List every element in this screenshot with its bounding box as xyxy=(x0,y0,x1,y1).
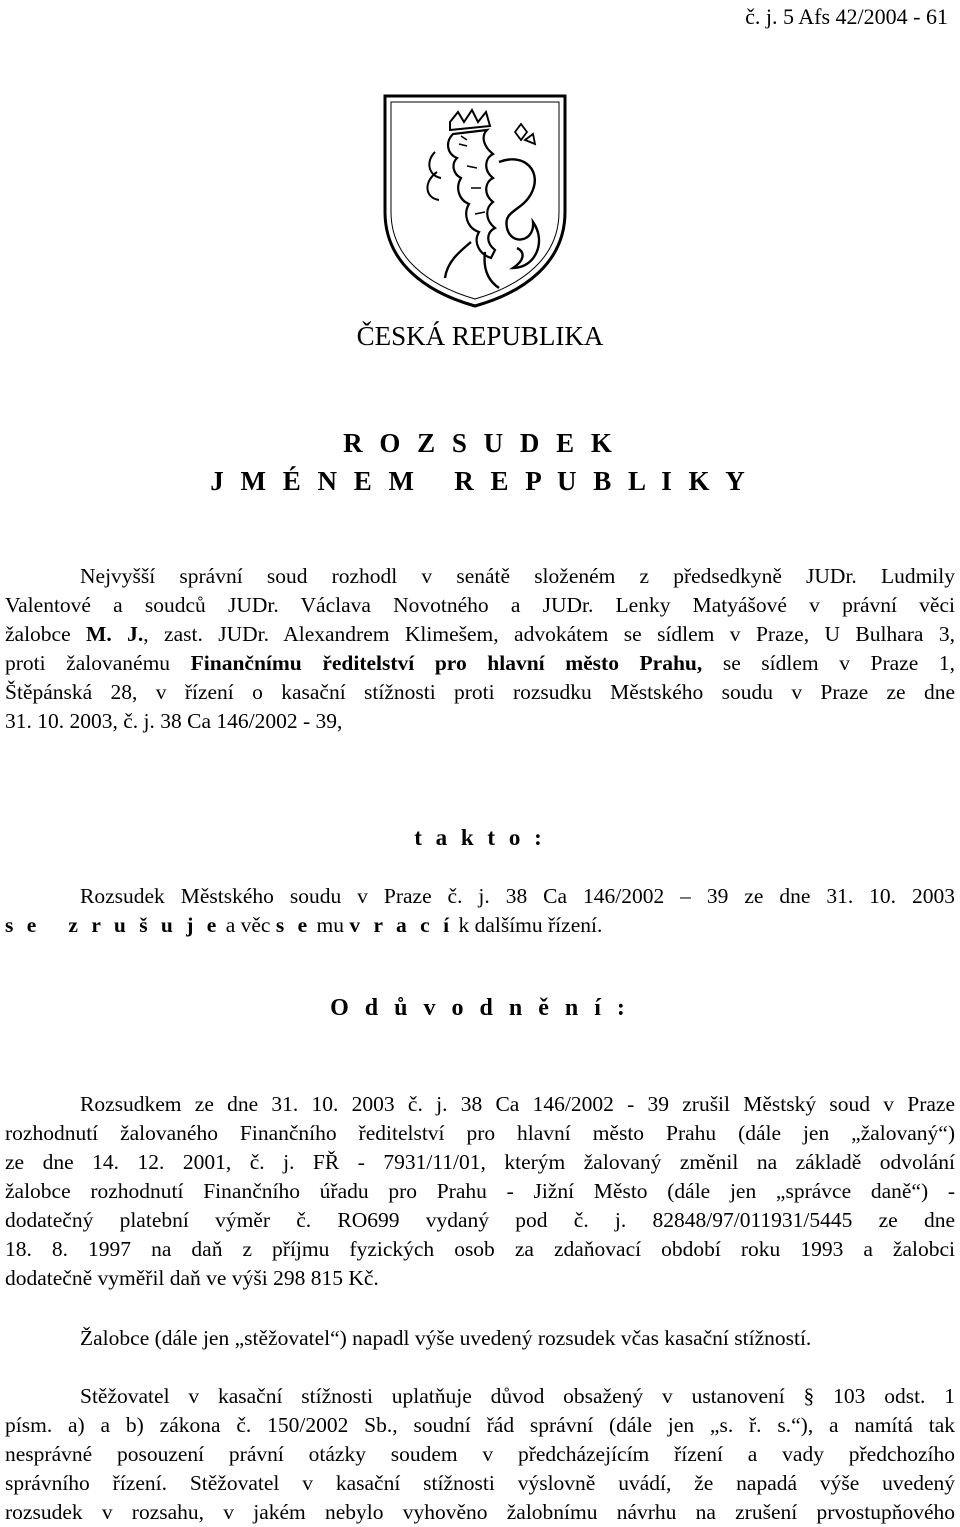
intro-line: Valentové a soudců JUDr. Václava Novotného a JUDr. Lenky Matyášové v právní věci xyxy=(5,593,955,617)
reasoning-paragraph-2 xyxy=(5,1324,955,1353)
takto-heading: t a k t o : xyxy=(414,825,546,850)
verdict-subtitle-text: J M É N E M R E P U B L I K Y xyxy=(210,466,750,496)
decision-text: a věc xyxy=(220,913,276,937)
reasoning-line: písm. a) a b) zákona č. 150/2002 Sb., soudní řád správní (dále jen „s. ř. s.“), a namítá tak xyxy=(5,1413,955,1437)
intro-line xyxy=(5,620,955,649)
reasoning-line: Žalobce (dále jen „stěžovatel“) napadl výše uvedený rozsudek včas kasační stížností. xyxy=(80,1326,812,1350)
decision-line: Rozsudek Městského soudu v Praze č. j. 38 Ca 146/2002 – 39 ze dne 31. 10. 2003 xyxy=(80,884,955,908)
reasoning-line: správního řízení. Stěžovatel v kasační stížnosti výslovně uvádí, že napadá výše uvedený xyxy=(5,1471,955,1495)
decision-text: k dalšímu řízení. xyxy=(453,913,603,937)
defendant-name: Finančnímu ředitelství pro hlavní město Prahu, xyxy=(190,651,703,675)
decision-paragraph xyxy=(5,882,955,940)
defendant-address: se sídlem v Praze 1, xyxy=(702,651,955,675)
reasoning-line: Rozsudkem ze dne 31. 10. 2003 č. j. 38 Ca 146/2002 - 39 zrušil Městský soud v Praze xyxy=(80,1092,955,1116)
defendant-label: proti žalovanému xyxy=(5,651,191,675)
decision-line xyxy=(5,911,955,940)
verdict-subtitle xyxy=(0,466,960,497)
reasoning-line: dodatečně vyměřil daň ve výši 298 815 Kč. xyxy=(5,1266,379,1290)
reasoning-line: Stěžovatel v kasační stížnosti uplatňuje důvod obsažený v ustanovení § 103 odst. 1 xyxy=(80,1384,955,1408)
verdict-title: R O Z S U D E K xyxy=(343,428,617,458)
reasoning-line: ze dne 14. 12. 2001, č. j. FŘ - 7931/11/01, kterým žalovaný změnil na základě odvolání xyxy=(5,1150,955,1174)
plaintiff-label: žalobce xyxy=(5,622,87,646)
plaintiff-representation: , zast. JUDr. Alexandrem Klimešem, advokátem se sídlem v Praze, U Bulhara 3, xyxy=(143,622,955,646)
reasoning-heading: O d ů v o d n ě n í : xyxy=(330,995,630,1021)
reasoning-line: nesprávné posouzení právní otázky soudem v předcházejícím řízení a vady předchozího xyxy=(5,1442,955,1466)
reasoning-line: rozhodnutí žalovaného Finančního ředitelství pro hlavní město Prahu (dále jen „žalovaný“) xyxy=(5,1121,955,1145)
intro-line: Nejvyšší správní soud rozhodl v senátě složeném z předsedkyně JUDr. Ludmily xyxy=(80,564,955,588)
plaintiff-name: M. J. xyxy=(86,622,144,646)
reasoning-line: dodatečný platební výměr č. RO699 vydaný pod č. j. 82848/97/011931/5445 ze dne xyxy=(5,1208,955,1232)
reasoning-paragraph-3 xyxy=(5,1382,955,1527)
reasoning-line: žalobce rozhodnutí Finančního úřadu pro Prahu - Jižní Město (dále jen „správce daně“) - xyxy=(5,1179,955,1203)
intro-line: Štěpánská 28, v řízení o kasační stížnosti proti rozsudku Městského soudu v Praze ze dne xyxy=(5,680,955,704)
reasoning-line: rozsudek v rozsahu, v jakém nebylo vyhověno žalobnímu návrhu na zrušení prvostupňového xyxy=(5,1500,955,1524)
intro-paragraph xyxy=(5,562,955,736)
returned-word: v r a c í xyxy=(349,913,454,937)
reasoning-paragraph-1 xyxy=(5,1090,955,1293)
se-word: s e xyxy=(275,913,312,937)
intro-line xyxy=(5,649,955,678)
reasoning-line: 18. 8. 1997 na daň z příjmu fyzických osob za zdaňovací období roku 1993 a žalobci xyxy=(5,1237,955,1261)
case-reference: č. j. 5 Afs 42/2004 - 61 xyxy=(745,4,948,29)
intro-line: 31. 10. 2003, č. j. 38 Ca 146/2002 - 39, xyxy=(5,709,343,733)
annulled-word: s e z r u š u j e xyxy=(5,913,221,937)
crest-icon xyxy=(375,92,575,308)
country-heading: ČESKÁ REPUBLIKA xyxy=(356,321,604,351)
decision-text: mu xyxy=(311,913,350,937)
